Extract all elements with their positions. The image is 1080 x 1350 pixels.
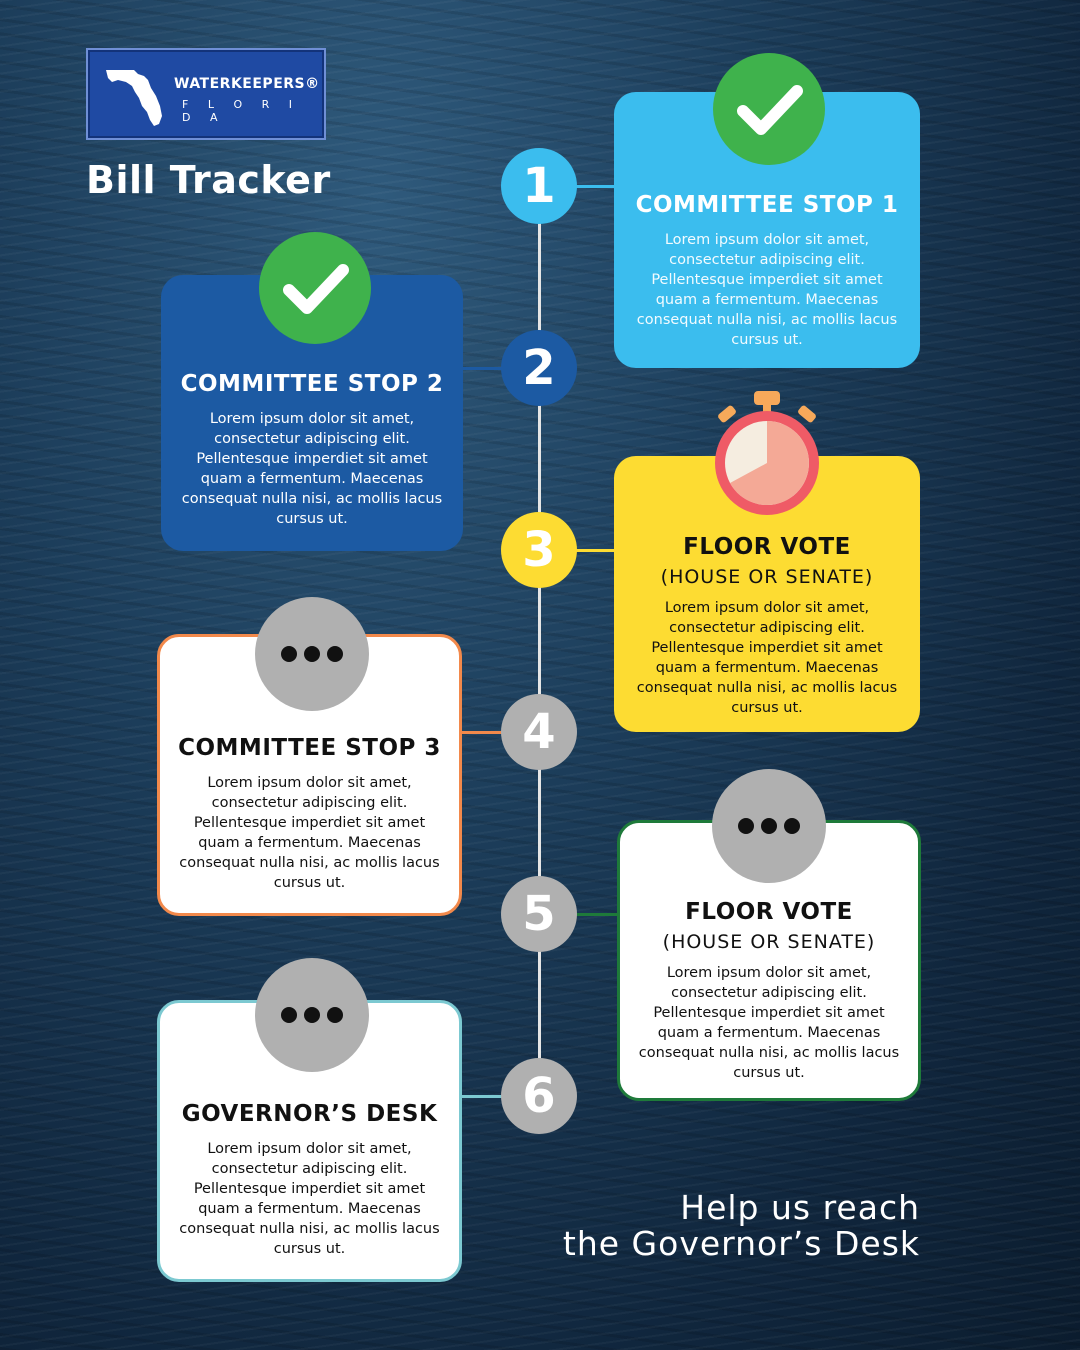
check-icon: [259, 232, 371, 344]
step-description: Lorem ipsum dolor sit amet, consectetur adipiscing elit. Pellentesque imperdiet sit amet quam a fermentum. Maecenas consequat nulla nisi, ac mollis lacus cursus ut.: [636, 232, 898, 348]
brand-name: WATERKEEPERS®: [174, 76, 320, 92]
ellipsis-icon: [712, 769, 826, 883]
step-description: Lorem ipsum dolor sit amet, consectetur adipiscing elit. Pellentesque imperdiet sit amet quam a fermentum. Maecenas consequat nulla nisi, ac mollis lacus cursus ut.: [636, 600, 898, 716]
page-title: Bill Tracker: [86, 158, 331, 202]
step-node-6: 6: [501, 1058, 577, 1134]
step-description: Lorem ipsum dolor sit amet, consectetur adipiscing elit. Pellentesque imperdiet sit amet quam a fermentum. Maecenas consequat nulla nisi, ac mollis lacus cursus ut.: [638, 965, 900, 1081]
connector-1: [576, 185, 616, 188]
step-subtitle: (HOUSE OR SENATE): [662, 931, 876, 953]
brand-region: F L O R I D A: [182, 98, 300, 124]
connector-6: [462, 1095, 502, 1098]
connector-2: [462, 367, 502, 370]
waterkeepers-logo: [86, 48, 326, 140]
check-icon: [713, 53, 825, 165]
step-title: COMMITTEE STOP 1: [635, 192, 899, 218]
step-node-1: 1: [501, 148, 577, 224]
stopwatch-icon: [702, 385, 832, 515]
ellipsis-icon: [255, 597, 369, 711]
step-title: COMMITTEE STOP 2: [180, 371, 444, 397]
florida-state-icon: [104, 66, 166, 130]
call-to-action: [563, 1190, 920, 1262]
step-title: FLOOR VOTE: [685, 899, 853, 925]
step-description: Lorem ipsum dolor sit amet, consectetur adipiscing elit. Pellentesque imperdiet sit amet quam a fermentum. Maecenas consequat nulla nisi, ac mollis lacus cursus ut.: [179, 1141, 440, 1257]
cta-line-2: the Governor’s Desk: [562, 1224, 920, 1263]
step-node-3: 3: [501, 512, 577, 588]
step-title: GOVERNOR’S DESK: [181, 1101, 438, 1127]
step-title: FLOOR VOTE: [683, 534, 851, 560]
connector-5: [576, 913, 618, 916]
cta-line-1: Help us reach: [680, 1188, 920, 1227]
connector-3: [576, 549, 616, 552]
ellipsis-icon: [255, 958, 369, 1072]
step-node-5: 5: [501, 876, 577, 952]
step-subtitle: (HOUSE OR SENATE): [660, 566, 874, 588]
step-node-2: 2: [501, 330, 577, 406]
connector-4: [462, 731, 502, 734]
step-title: COMMITTEE STOP 3: [178, 735, 441, 761]
step-description: Lorem ipsum dolor sit amet, consectetur adipiscing elit. Pellentesque imperdiet sit amet quam a fermentum. Maecenas consequat nulla nisi, ac mollis lacus cursus ut.: [179, 775, 440, 891]
step-description: Lorem ipsum dolor sit amet, consectetur adipiscing elit. Pellentesque imperdiet sit amet quam a fermentum. Maecenas consequat nulla nisi, ac mollis lacus cursus ut.: [181, 411, 443, 527]
timeline-spine: [538, 185, 541, 1097]
step-node-4: 4: [501, 694, 577, 770]
